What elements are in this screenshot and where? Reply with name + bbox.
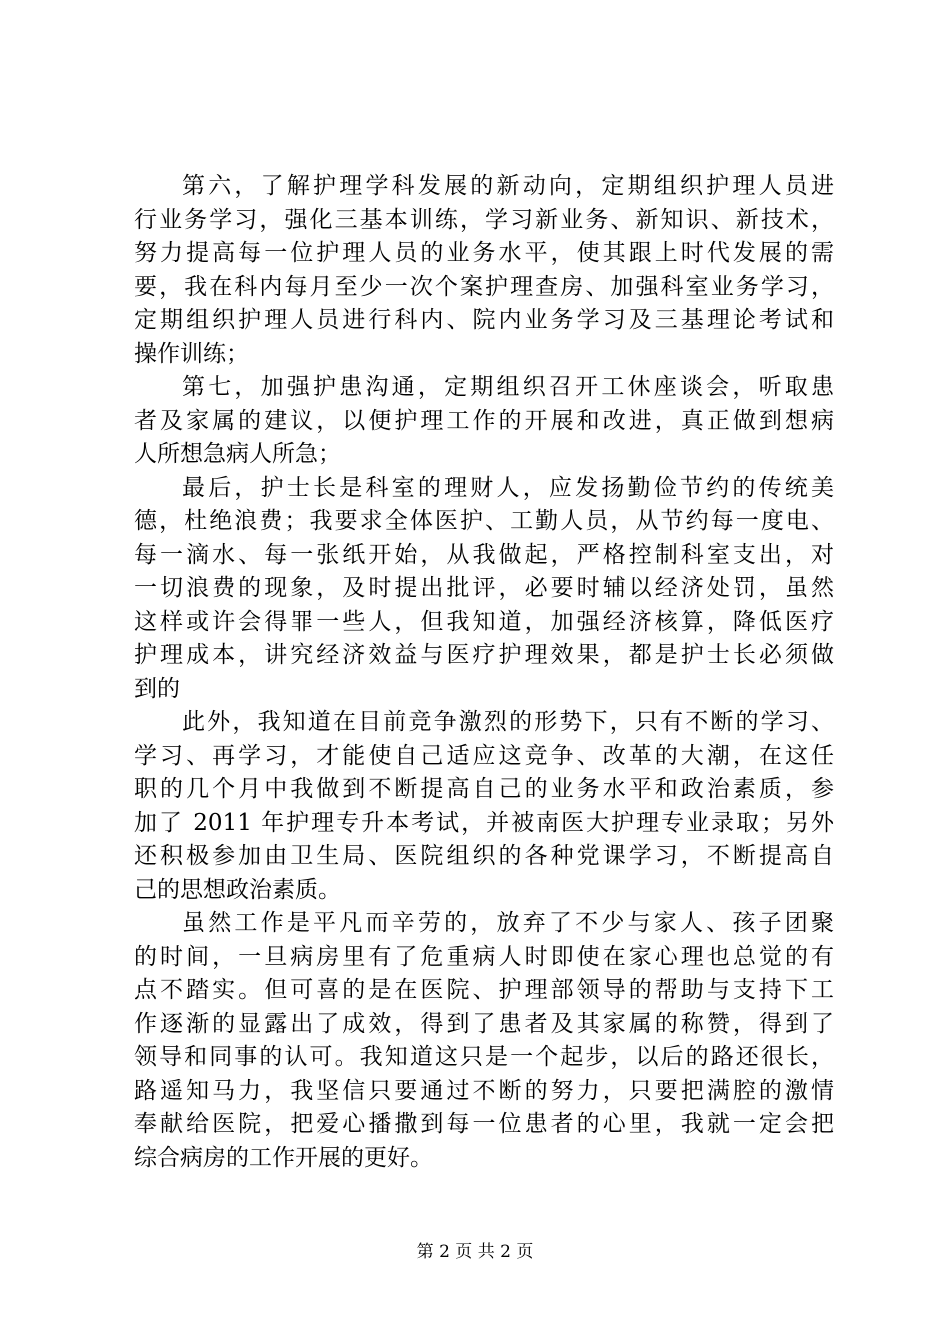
text-line: 路遥知马力，我坚信只要通过不断的努力，只要把满腔的激情 — [134, 1077, 834, 1104]
text-line: 要，我在科内每月至少一次个案护理查房、加强科室业务学习， — [134, 273, 834, 300]
text-line: 努力提高每一位护理人员的业务水平，使其跟上时代发展的需 — [134, 240, 834, 266]
text-line: 作逐渐的显露出了成效，得到了患者及其家属的称赞，得到了 — [134, 1010, 834, 1037]
text-line: 一切浪费的现象，及时提出批评，必要时辅以经济处罚，虽然 — [134, 575, 834, 601]
document-body — [134, 170, 834, 1175]
text-line: 人所想急病人所急； — [134, 441, 341, 467]
paragraph-besides — [134, 706, 834, 907]
text-line: 此外，我知道在目前竞争激烈的形势下，只有不断的学习、 — [182, 709, 834, 735]
text-line: 定期组织护理人员进行科内、院内业务学习及三基理论考试和 — [134, 307, 834, 333]
text-line: 领导和同事的认可。我知道这只是一个起步，以后的路还很长， — [134, 1044, 834, 1070]
text-line: 加了 2011 年护理专升本考试，并被南医大护理专业录取；另外 — [134, 809, 834, 836]
text-line: 行业务学习，强化三基本训练，学习新业务、新知识、新技术， — [134, 206, 834, 233]
text-line: 点不踏实。但可喜的是在医院、护理部领导的帮助与支持下工 — [134, 977, 834, 1003]
text-line: 第六，了解护理学科发展的新动向，定期组织护理人员进 — [182, 173, 834, 199]
text-line: 到的 — [134, 675, 180, 702]
text-line: 德，杜绝浪费；我要求全体医护、工勤人员，从节约每一度电、 — [134, 508, 834, 534]
text-line: 职的几个月中我做到不断提高自己的业务水平和政治素质，参 — [134, 776, 834, 802]
text-line: 还积极参加由卫生局、医院组织的各种党课学习，不断提高自 — [134, 843, 834, 869]
text-line: 学习、再学习，才能使自己适应这竞争、改革的大潮，在这任 — [134, 742, 834, 769]
text-line: 第七，加强护患沟通，定期组织召开工休座谈会，听取患 — [182, 374, 834, 400]
text-line: 综合病房的工作开展的更好。 — [134, 1144, 433, 1171]
paragraph-item-6 — [134, 170, 834, 371]
paragraph-item-7 — [134, 371, 834, 472]
text-line: 虽然工作是平凡而辛劳的，放弃了不少与家人、孩子团聚 — [182, 910, 834, 936]
text-line: 的时间，一旦病房里有了危重病人时即使在家心理也总觉的有 — [134, 943, 834, 970]
paragraph-finally — [134, 472, 834, 707]
text-line: 最后，护士长是科室的理财人，应发扬勤俭节约的传统美 — [182, 474, 834, 501]
text-line: 者及家属的建议，以便护理工作的开展和改进，真正做到想病 — [134, 407, 834, 434]
text-line: 护理成本，讲究经济效益与医疗护理效果，都是护士长必须做 — [134, 642, 834, 668]
page-number-footer: 第 2 页 共 2 页 — [416, 1242, 534, 1262]
text-line: 己的思想政治素质。 — [134, 876, 341, 903]
text-line: 这样或许会得罪一些人，但我知道，加强经济核算，降低医疗 — [134, 608, 834, 635]
text-line: 每一滴水、每一张纸开始，从我做起，严格控制科室支出，对 — [134, 541, 834, 568]
paragraph-conclusion — [134, 907, 834, 1175]
text-line: 奉献给医院，把爱心播撒到每一位患者的心里，我就一定会把 — [134, 1111, 834, 1137]
text-line: 操作训练； — [134, 340, 249, 367]
